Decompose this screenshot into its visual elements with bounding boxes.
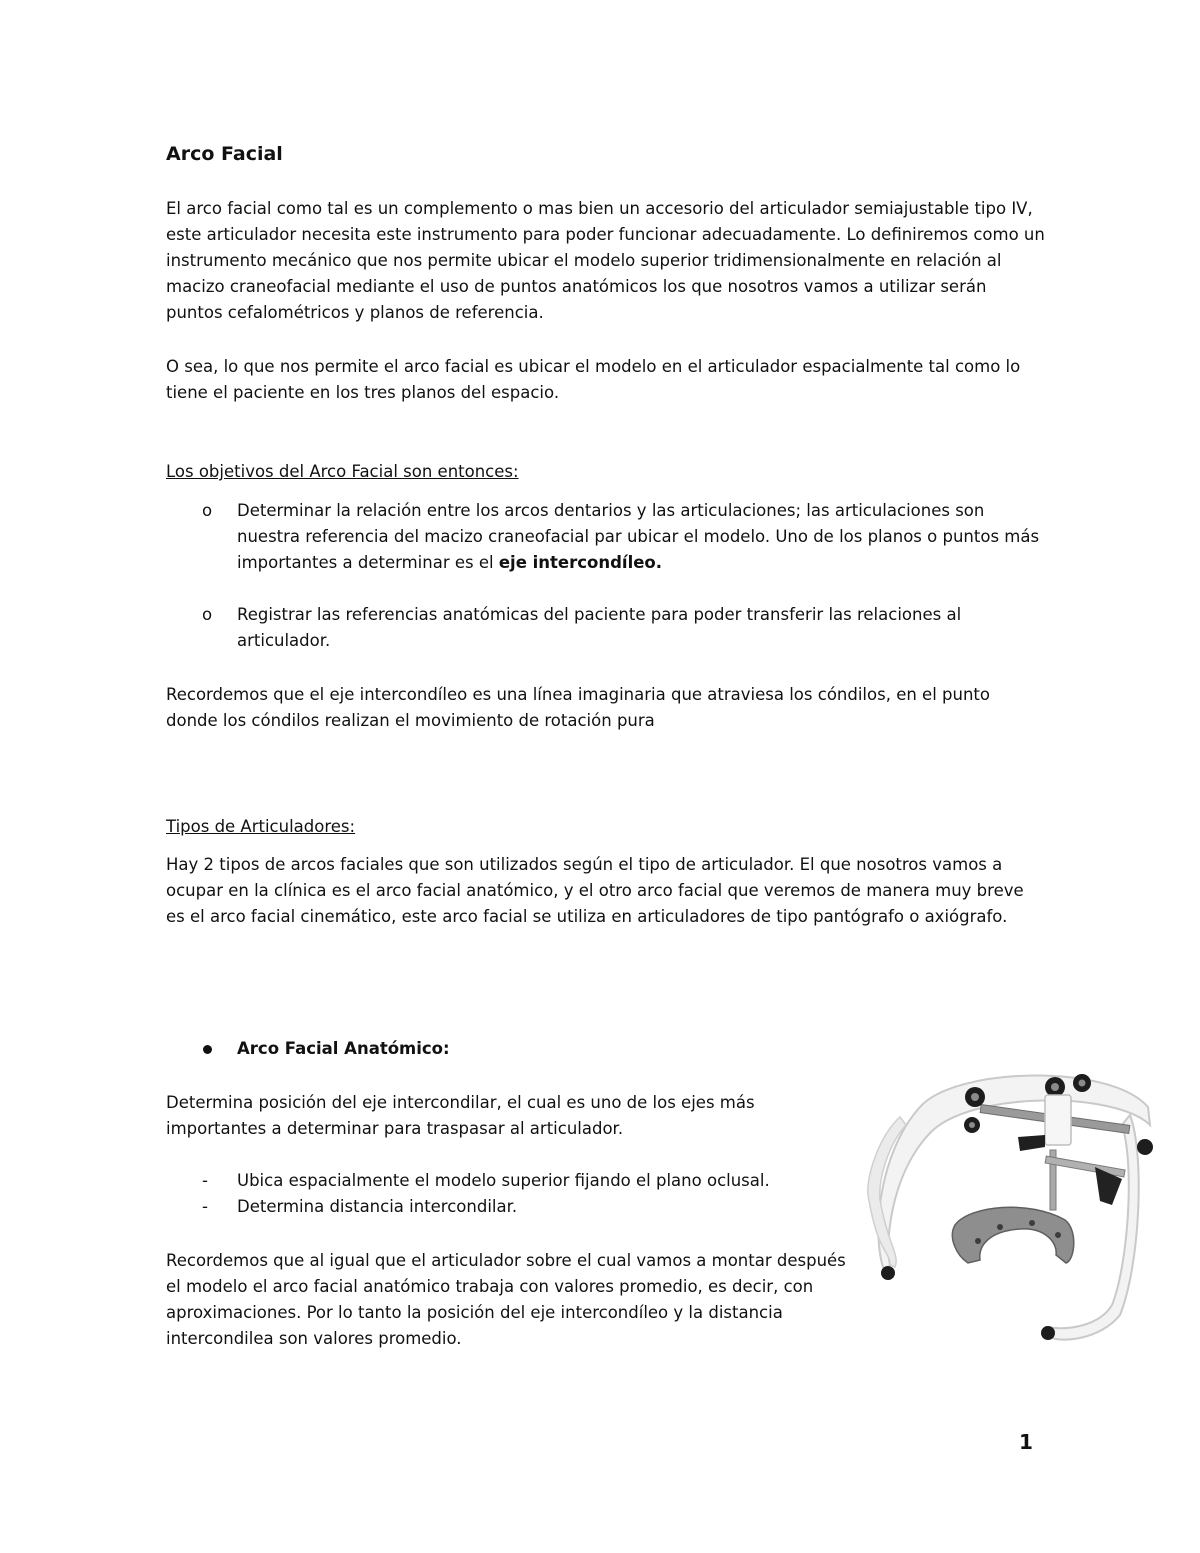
objectives-list — [166, 498, 1046, 654]
types-paragraph: Hay 2 tipos de arcos faciales que son utilizados según el tipo de articulador. El que nosotros vamos a ocupar en la clínica es el arco facial anatómico, y el otro arco facial que veremos de manera muy breve es el arco facial cinemático, este arco facial se utiliza en articuladores de tipo pantógrafo o axiógrafo. — [166, 855, 1024, 926]
list-marker: o — [202, 605, 213, 624]
anatomic-heading: Arco Facial Anatómico: — [237, 1039, 450, 1058]
recall-paragraph: Recordemos que el eje intercondíleo es una línea imaginaria que atraviesa los cóndilos, en el punto donde los cóndilos realizan el movimiento de rotación pura — [166, 685, 990, 730]
objective-item-2 — [166, 602, 1046, 654]
closing-paragraph: Recordemos que al igual que el articulador sobre el cual vamos a montar después el modelo el arco facial anatómico trabaja con valores promedio, es decir, con aproximaciones. Por lo tanto la posición del eje intercondíleo y la distancia intercondilea son valores promedio. — [166, 1251, 846, 1348]
face-bow-illustration — [860, 1055, 1155, 1350]
list-marker: o — [202, 501, 213, 520]
objective-item-1-text: Determinar la relación entre los arcos dentarios y las articulaciones; las articulaciones son nuestra referencia del macizo craneofacial par ubicar el modelo. Uno de los planos o puntos más importantes a determinar es el — [237, 501, 1040, 572]
types-heading: Tipos de Articuladores: — [166, 817, 356, 836]
dash-item-1 — [166, 1168, 826, 1194]
dash-marker: - — [202, 1197, 208, 1216]
page-number: 1 — [1019, 1430, 1033, 1454]
anatomic-paragraph: Determina posición del eje intercondilar, el cual es uno de los ejes más importantes a determinar para traspasar al articulador. — [166, 1093, 755, 1138]
dash-item-2 — [166, 1194, 826, 1220]
dash-item-2-text: Determina distancia intercondilar. — [237, 1197, 518, 1216]
objective-item-1-bold: eje intercondíleo. — [498, 553, 663, 572]
intro-paragraph: El arco facial como tal es un complemento o mas bien un accesorio del articulador semiajustable tipo IV, este articulador necesita este instrumento para poder funcionar adecuadamente. Lo definiremos como un instrumento mecánico que nos permite ubicar el modelo superior tridimensionalmente en relación al macizo craneofacial mediante el uso de puntos anatómicos los que nosotros vamos a utilizar serán puntos cefalométricos y planos de referencia. — [166, 199, 1045, 322]
objective-item-2-text: Registrar las referencias anatómicas del paciente para poder transferir las relaciones al articulador. — [237, 605, 962, 650]
objectives-heading: Los objetivos del Arco Facial son entonces: — [166, 462, 519, 481]
anatomic-dash-list — [166, 1168, 826, 1220]
face-bow-image — [860, 1055, 1155, 1350]
dash-item-1-text: Ubica espacialmente el modelo superior fijando el plano oclusal. — [237, 1171, 770, 1190]
dash-marker: - — [202, 1171, 208, 1190]
second-paragraph: O sea, lo que nos permite el arco facial es ubicar el modelo en el articulador espacialmente tal como lo tiene el paciente en los tres planos del espacio. — [166, 357, 1021, 402]
bullet-dot-icon — [203, 1045, 212, 1054]
objective-item-1 — [166, 498, 1046, 576]
document-title: Arco Facial — [166, 143, 283, 165]
